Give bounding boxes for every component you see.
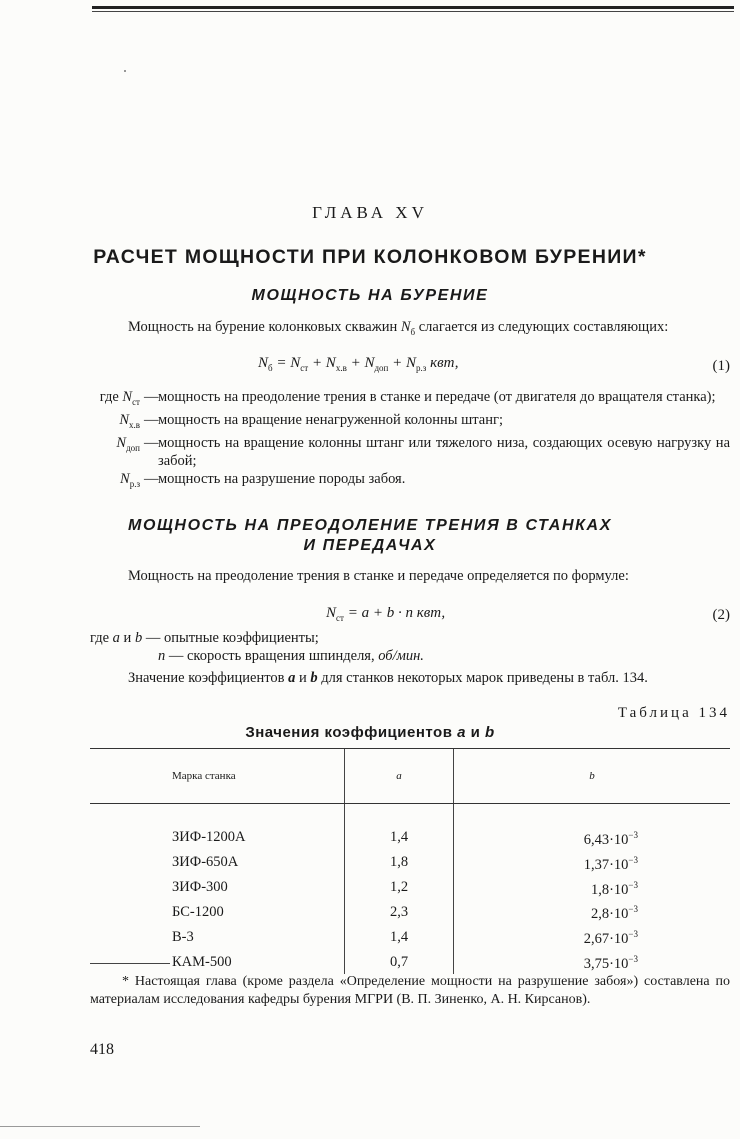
table-row <box>90 924 730 949</box>
coefficients-table <box>90 748 730 974</box>
cell-a: 0,7 <box>345 949 454 974</box>
table-row <box>90 804 730 850</box>
chapter-label: ГЛАВА XV <box>312 203 428 222</box>
coefficient-definition-text: где a и b — опытные коэффициенты; <box>90 630 319 646</box>
table-row <box>90 949 730 974</box>
section-heading-power: МОЩНОСТЬ НА БУРЕНИЕ <box>251 287 489 304</box>
table-row <box>90 899 730 924</box>
speed-definition-text: n — скорость вращения шпинделя, об/мин. <box>158 648 424 664</box>
definition-text: мощность на разрушение породы забоя. <box>158 470 406 487</box>
definition-symbol: $N_{р.з}$ <box>120 470 140 489</box>
table-reference-paragraph <box>90 669 730 687</box>
cell-b: $3,75\cdot 10^{-3}$ <box>454 949 731 974</box>
speed-definition <box>158 647 424 665</box>
cell-mark: ЗИФ-1200А <box>172 829 246 846</box>
table-row <box>90 850 730 875</box>
column-header-mark: Марка станка <box>90 749 345 804</box>
coefficient-definition <box>90 629 319 647</box>
cell-b: $1,37\cdot 10^{-3}$ <box>454 850 731 875</box>
definition-dash: — <box>144 389 159 405</box>
section-heading-friction-1: МОЩНОСТЬ НА ПРЕОДОЛЕНИЕ ТРЕНИЯ В СТАНКАХ <box>128 517 612 534</box>
definition-dash: — <box>144 411 159 428</box>
equation-1 <box>258 355 459 373</box>
definition-symbol: $N_{доп}$ <box>116 434 140 453</box>
cell-mark: В-3 <box>172 928 194 945</box>
intro-text: Мощность на бурение колонковых скважин $N_б$ слагается из следующих составляющих: <box>128 319 669 337</box>
equation-2-number: (2) <box>712 607 730 623</box>
equation-2 <box>326 605 445 623</box>
equation-1-number: (1) <box>712 358 730 374</box>
chapter-title: РАСЧЕТ МОЩНОСТИ ПРИ КОЛОНКОВОМ БУРЕНИИ* <box>93 246 647 268</box>
column-header-a: a <box>345 749 454 804</box>
table-reference-text: Значение коэффициентов a и b для станков некоторых марок приведены в табл. 134. <box>128 670 648 686</box>
cell-a: 1,4 <box>345 924 454 949</box>
top-rule-thin <box>92 11 734 12</box>
page-number: 418 <box>90 1041 114 1058</box>
definition-text: мощность на вращение ненагруженной колонны штанг; <box>158 411 503 428</box>
intro-paragraph <box>90 318 730 341</box>
cell-b: $2,67\cdot 10^{-3}$ <box>454 924 731 949</box>
cell-a: 1,4 <box>345 804 454 850</box>
table-title-text: Значения коэффициентов a и b <box>245 724 495 741</box>
cell-a: 2,3 <box>345 899 454 924</box>
definition-row <box>72 388 730 411</box>
definition-row <box>72 434 730 470</box>
footnote: * Настоящая глава (кроме раздела «Определение мощности на разрушение забоя») составлена по материалам исследования кафедры бурения МГРИ (В. П. Зиненко, А. Н. Кирсанов). <box>90 974 730 1007</box>
cell-b: $1,8\cdot 10^{-3}$ <box>454 875 731 900</box>
table-row <box>90 875 730 900</box>
definition-text: мощность на вращение колонны штанг или тяжелого низа, создающих осевую нагрузку на забой; <box>158 434 730 469</box>
cell-a: 1,8 <box>345 850 454 875</box>
definition-row <box>72 470 730 493</box>
section-heading-friction-2: И ПЕРЕДАЧАХ <box>303 537 437 554</box>
cell-mark: ЗИФ-650А <box>172 854 239 871</box>
table-title <box>0 724 740 741</box>
definition-row <box>72 411 730 434</box>
cell-a: 1,2 <box>345 875 454 900</box>
cell-b: $2,8\cdot 10^{-3}$ <box>454 899 731 924</box>
cell-mark: КАМ-500 <box>172 953 232 970</box>
cell-mark: ЗИФ-300 <box>172 879 228 896</box>
equation-2-text: $N_{ст} = a + b \cdot n$ квт, <box>326 605 446 623</box>
scan-speck <box>124 70 126 72</box>
cell-mark: БС-1200 <box>172 903 224 920</box>
definition-dash: — <box>144 470 159 487</box>
definitions-list <box>72 388 730 493</box>
definition-dash: — <box>144 434 159 451</box>
bottom-edge-rule <box>0 1126 200 1127</box>
top-rule <box>92 6 734 9</box>
definition-text: мощность на преодоление трения в станке и передаче (от двигателя до вращателя станка); <box>158 389 716 405</box>
definition-symbol: $N_{х.в}$ <box>119 411 140 430</box>
friction-paragraph: Мощность на преодоление трения в станке и передаче определяется по формуле: <box>128 568 629 584</box>
table-number: Таблица 134 <box>617 705 730 721</box>
definition-symbol: где $N_{ст}$ <box>99 389 140 407</box>
cell-b: $6,43\cdot 10^{-3}$ <box>454 804 731 850</box>
column-header-b: b <box>454 749 731 804</box>
equation-1-text: $N_б = N_{ст} + N_{х.в} + N_{доп} + N_{р.з}$ квт, <box>258 355 459 373</box>
footnote-rule <box>90 963 170 964</box>
